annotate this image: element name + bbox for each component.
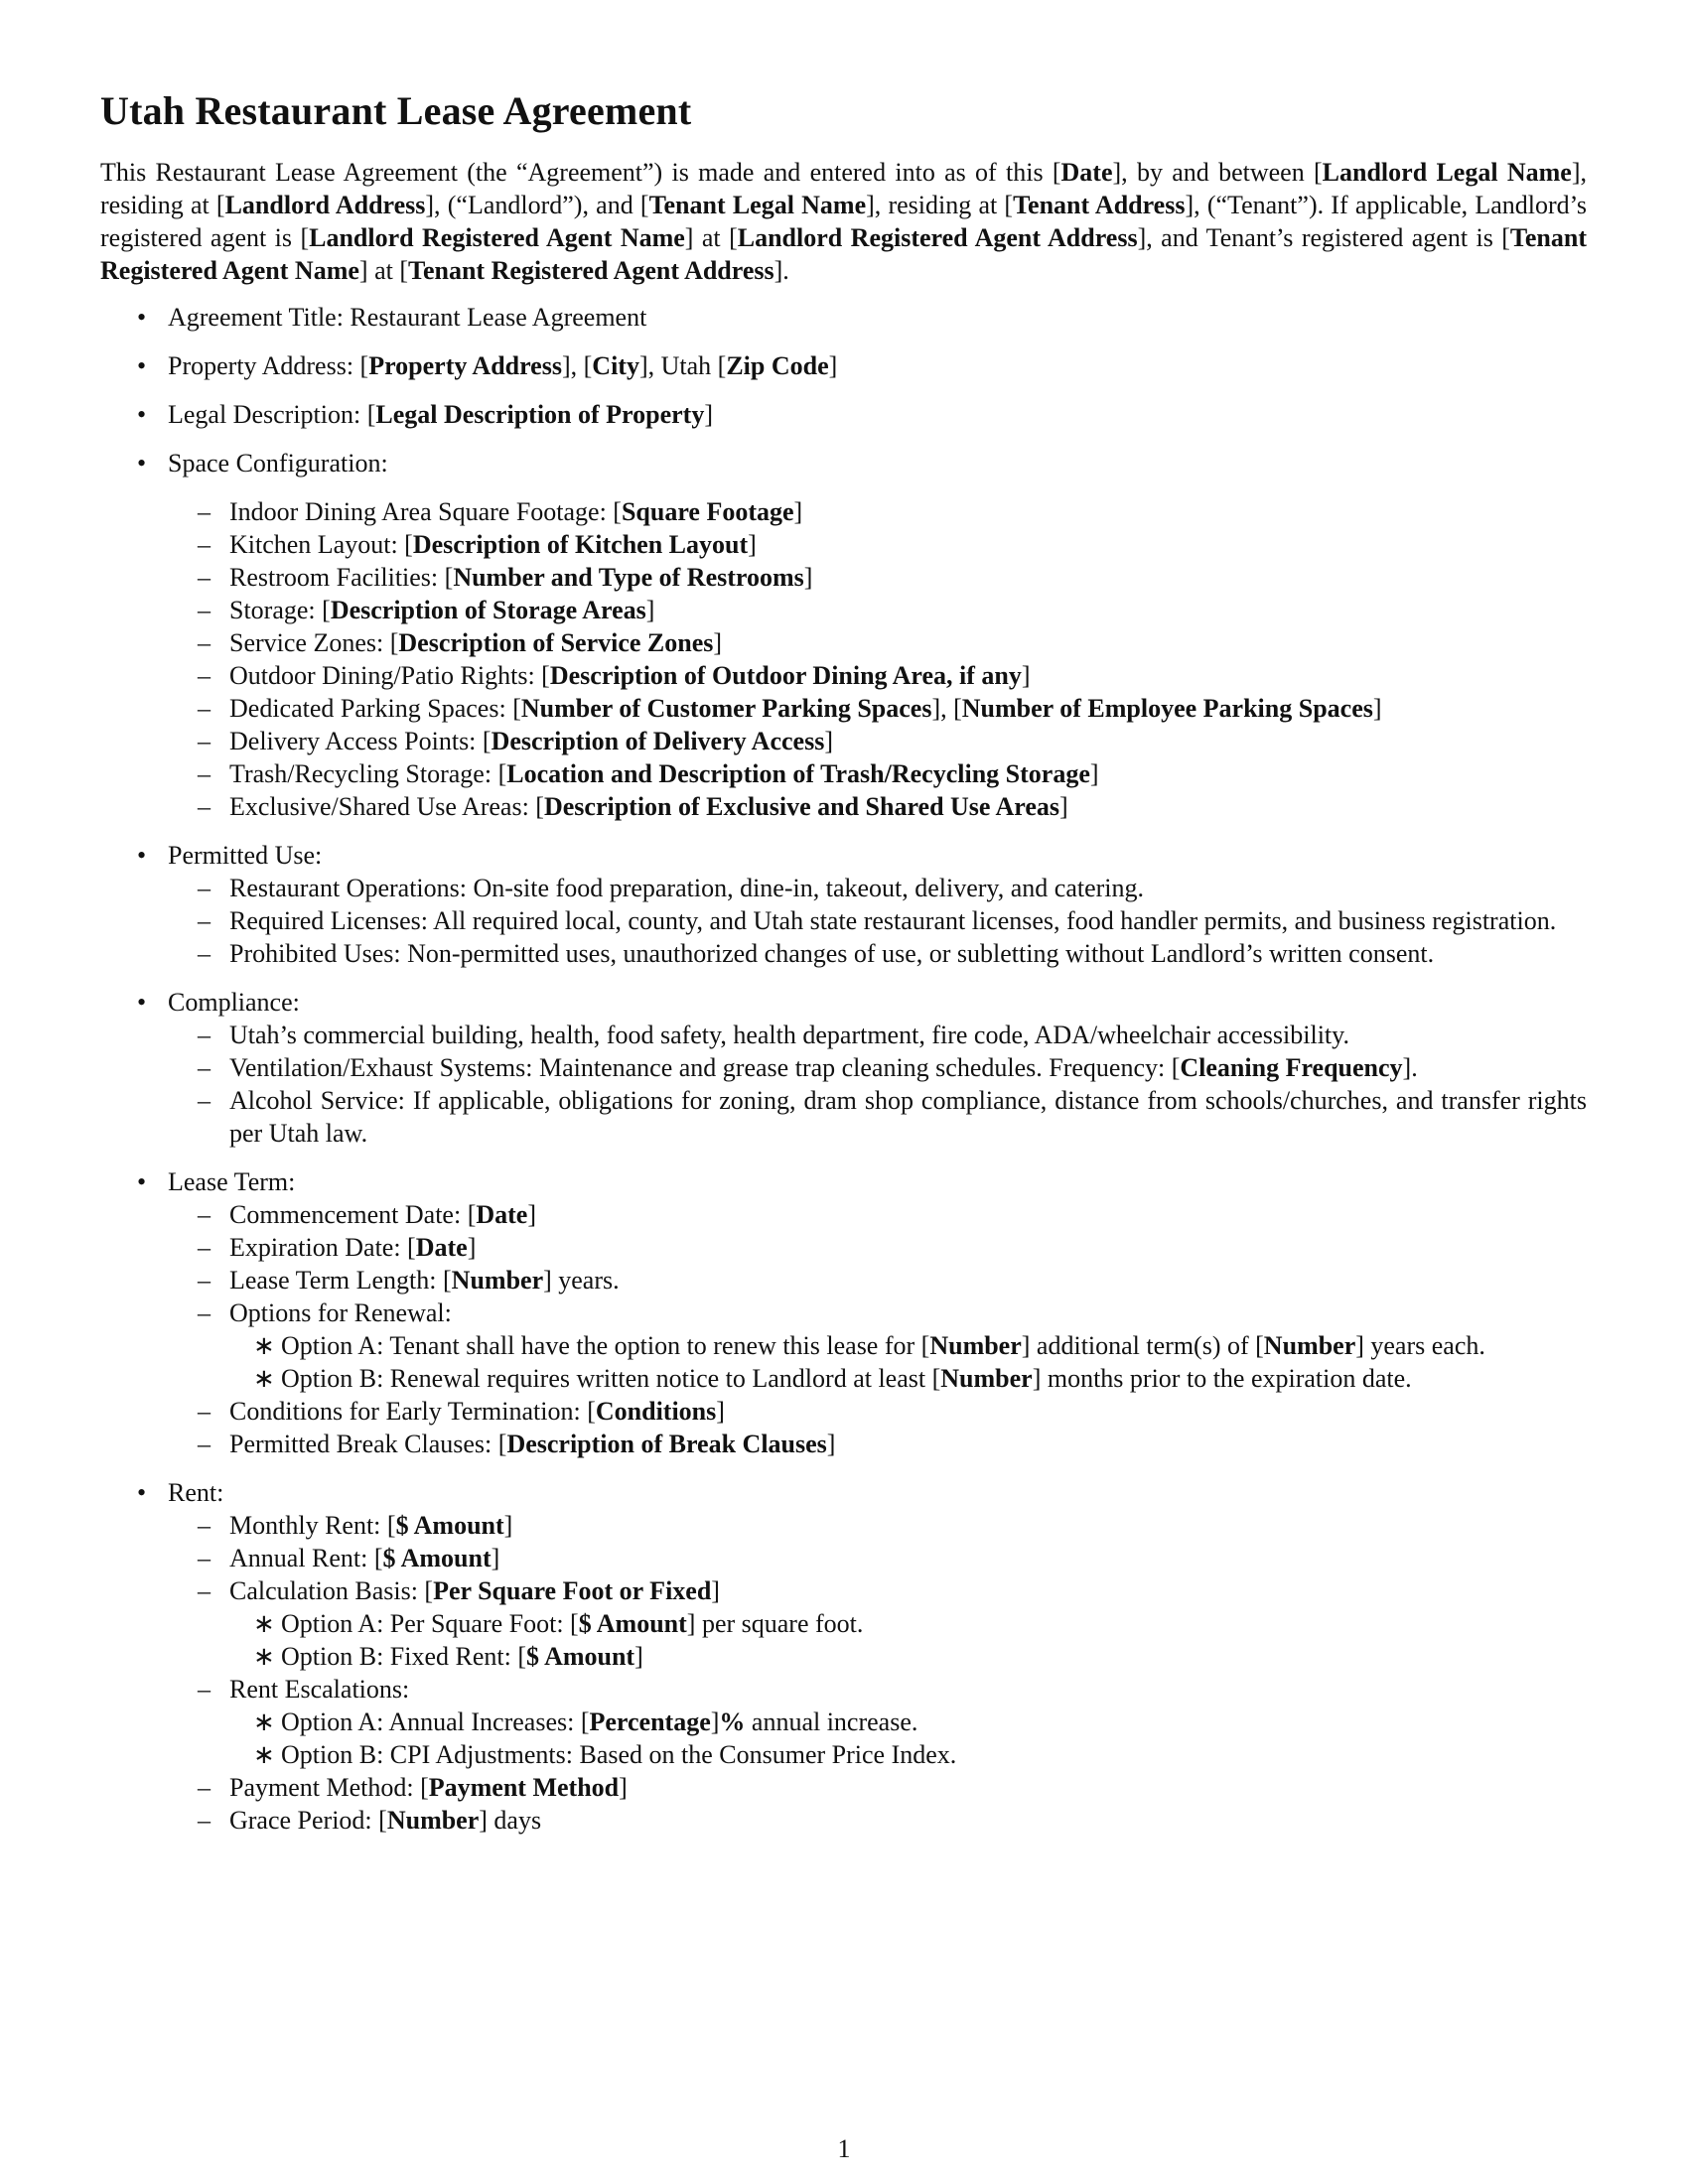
text-run: ], by and between [ <box>1112 158 1323 187</box>
text-run: Option B: CPI Adjustments: Based on the Consumer Price Index. <box>281 1740 957 1769</box>
sub-item <box>168 1198 1587 1231</box>
text-run: Option A: Annual Increases: [ <box>281 1707 590 1736</box>
sub-item <box>168 1231 1587 1264</box>
sub-item <box>168 872 1587 904</box>
text-run: ] <box>467 1233 477 1262</box>
text-run: ] <box>634 1642 643 1671</box>
text-run: ], residing at [ <box>100 158 1587 219</box>
text-run: Alcohol Service: If applicable, obligations for zoning, dram shop compliance, distance from schools/churches, and transfer rights per Utah law. <box>229 1086 1587 1148</box>
text-run: Rent Escalations: <box>229 1675 410 1704</box>
section-label <box>168 400 713 429</box>
sub-item <box>168 1051 1587 1084</box>
text-run: annual increase. <box>745 1707 918 1736</box>
text-run: Permitted Break Clauses: [ <box>229 1430 507 1458</box>
text-run: ] years each. <box>1355 1331 1485 1360</box>
section-label <box>168 988 300 1017</box>
text-run: Utah’s commercial building, health, food safety, health department, fire code, ADA/wheelchair accessibility. <box>229 1021 1349 1049</box>
section-label <box>168 303 646 332</box>
text-run: ], and Tenant’s registered agent is [ <box>1137 223 1510 252</box>
placeholder-field: Square Footage <box>621 497 794 526</box>
placeholder-field: Cleaning Frequency <box>1180 1053 1403 1082</box>
sub-item <box>168 1019 1587 1051</box>
placeholder-field: Legal Description of Property <box>375 400 705 429</box>
text-run: Legal Description: [ <box>168 400 376 429</box>
text-run: ], (“Tenant”). If applicable, Landlord’s registered agent is [ <box>100 191 1587 252</box>
text-run: Compliance: <box>168 988 300 1017</box>
sub-item <box>168 1084 1587 1150</box>
text-run: ] days <box>479 1806 542 1835</box>
sub-item <box>168 626 1587 659</box>
sub-item <box>168 790 1587 823</box>
sub-list <box>168 872 1587 970</box>
text-run: Ventilation/Exhaust Systems: Maintenance and grease trap cleaning schedules. Frequency: [ <box>229 1053 1181 1082</box>
sub-item <box>168 937 1587 970</box>
text-run: ] <box>1021 661 1031 690</box>
sub-item <box>168 561 1587 594</box>
option-item <box>229 1329 1587 1362</box>
text-run: Conditions for Early Termination: [ <box>229 1397 596 1426</box>
option-list <box>229 1706 1587 1771</box>
text-run: ] years. <box>543 1266 620 1295</box>
text-run: ] additional term(s) of [ <box>1021 1331 1264 1360</box>
section-legal-description <box>100 398 1587 431</box>
placeholder-field: Percentage <box>589 1707 711 1736</box>
text-run: Monthly Rent: [ <box>229 1511 396 1540</box>
intro-paragraph <box>100 156 1587 287</box>
text-run: ] <box>793 497 803 526</box>
placeholder-field: Description of Delivery Access <box>491 727 825 755</box>
placeholder-field: Description of Exclusive and Shared Use Areas <box>543 792 1060 821</box>
section-label <box>168 449 388 478</box>
section-label <box>168 1478 223 1507</box>
placeholder-field: Number <box>940 1364 1033 1393</box>
text-run: ], [ <box>931 694 962 723</box>
option-list <box>229 1329 1587 1395</box>
text-run: Permitted Use: <box>168 841 323 870</box>
text-run: Rent: <box>168 1478 224 1507</box>
text-run: Service Zones: [ <box>229 628 399 657</box>
text-run: ] <box>710 1707 720 1736</box>
text-run: Prohibited Uses: Non-permitted uses, unauthorized changes of use, or subletting without Landlord’s written consent. <box>229 939 1435 968</box>
sub-item <box>168 528 1587 561</box>
text-run: ] <box>503 1511 513 1540</box>
placeholder-field: Zip Code <box>726 351 829 380</box>
text-run: Trash/Recycling Storage: [ <box>229 759 507 788</box>
section-permitted-use <box>100 839 1587 970</box>
placeholder-field: Description of Kitchen Layout <box>412 530 749 559</box>
section-lease-term <box>100 1165 1587 1460</box>
text-run: Dedicated Parking Spaces: [ <box>229 694 521 723</box>
placeholder-field: Date <box>476 1200 528 1229</box>
sub-item <box>168 1509 1587 1542</box>
text-run: Storage: [ <box>229 596 331 624</box>
placeholder-field: Landlord Legal Name <box>1322 158 1572 187</box>
section-rent <box>100 1476 1587 1837</box>
placeholder-field: Number and Type of Restrooms <box>453 563 804 592</box>
placeholder-field: Date <box>415 1233 468 1262</box>
text-run: Option B: Fixed Rent: [ <box>281 1642 526 1671</box>
text-run: ] <box>491 1544 500 1572</box>
text-run: Annual Rent: [ <box>229 1544 383 1572</box>
sub-item <box>168 1574 1587 1673</box>
sub-list <box>168 1198 1587 1460</box>
placeholder-field: Number <box>386 1806 480 1835</box>
placeholder-field: Description of Break Clauses <box>506 1430 827 1458</box>
text-run: ]. <box>774 256 789 285</box>
text-run: Option A: Per Square Foot: [ <box>281 1609 579 1638</box>
placeholder-field: Tenant Registered Agent Name <box>100 223 1587 285</box>
text-run: Property Address: [ <box>168 351 369 380</box>
section-label <box>168 351 837 380</box>
text-run: ], Utah [ <box>638 351 727 380</box>
placeholder-field: $ Amount <box>578 1609 687 1638</box>
placeholder-field: % <box>719 1707 746 1736</box>
text-run: ] at [ <box>358 256 408 285</box>
text-run: ] <box>527 1200 537 1229</box>
text-run: Agreement Title: Restaurant Lease Agreement <box>168 303 647 332</box>
placeholder-field: Conditions <box>595 1397 717 1426</box>
placeholder-field: Landlord Registered Agent Address <box>737 223 1138 252</box>
sub-item <box>168 1804 1587 1837</box>
text-run: Payment Method: [ <box>229 1773 429 1802</box>
placeholder-field: Location and Description of Trash/Recycling Storage <box>506 759 1090 788</box>
text-run: Restaurant Operations: On-site food preparation, dine-in, takeout, delivery, and catering. <box>229 874 1145 902</box>
text-run: Option A: Tenant shall have the option to renew this lease for [ <box>281 1331 930 1360</box>
option-item <box>229 1607 1587 1640</box>
text-run: Lease Term: <box>168 1167 296 1196</box>
section-compliance <box>100 986 1587 1150</box>
text-run: Options for Renewal: <box>229 1298 452 1327</box>
text-run: Indoor Dining Area Square Footage: [ <box>229 497 622 526</box>
text-run: Kitchen Layout: [ <box>229 530 413 559</box>
sub-item <box>168 1771 1587 1804</box>
option-item <box>229 1706 1587 1738</box>
placeholder-field: Description of Outdoor Dining Area, if any <box>549 661 1022 690</box>
placeholder-field: Payment Method <box>428 1773 620 1802</box>
text-run: Delivery Access Points: [ <box>229 727 492 755</box>
text-run: This Restaurant Lease Agreement (the “Agreement”) is made and entered into as of this [ <box>100 158 1061 187</box>
sub-item <box>168 725 1587 757</box>
text-run: ] <box>1059 792 1068 821</box>
text-run: ] <box>803 563 813 592</box>
text-run: ] <box>826 1430 836 1458</box>
text-run: ] at [ <box>684 223 738 252</box>
text-run: ], residing at [ <box>866 191 1014 219</box>
placeholder-field: Date <box>1060 158 1113 187</box>
option-item <box>229 1640 1587 1673</box>
text-run: ] <box>1372 694 1382 723</box>
text-run: ] <box>1089 759 1099 788</box>
text-run: ] <box>716 1397 725 1426</box>
text-run: ] <box>711 1576 720 1605</box>
placeholder-field: Number <box>929 1331 1022 1360</box>
sub-item <box>168 757 1587 790</box>
placeholder-field: Description of Storage Areas <box>330 596 646 624</box>
text-run: Space Configuration: <box>168 449 388 478</box>
placeholder-field: Number of Customer Parking Spaces <box>520 694 932 723</box>
text-run: Commencement Date: [ <box>229 1200 477 1229</box>
placeholder-field: Per Square Foot or Fixed <box>433 1576 712 1605</box>
sub-item <box>168 495 1587 528</box>
option-item <box>229 1362 1587 1395</box>
text-run: Lease Term Length: [ <box>229 1266 452 1295</box>
text-run: Expiration Date: [ <box>229 1233 416 1262</box>
placeholder-field: City <box>592 351 639 380</box>
page-title: Utah Restaurant Lease Agreement <box>100 88 692 133</box>
text-run: Required Licenses: All required local, county, and Utah state restaurant licenses, food handler permits, and business registration. <box>229 906 1557 935</box>
text-run: ] <box>824 727 833 755</box>
sub-list <box>168 1509 1587 1837</box>
sub-item <box>168 1297 1587 1395</box>
text-run: Restroom Facilities: [ <box>229 563 454 592</box>
text-run: Option B: Renewal requires written notice to Landlord at least [ <box>281 1364 941 1393</box>
section-list <box>100 301 1587 1837</box>
text-run: ] <box>645 596 655 624</box>
sub-item <box>168 1428 1587 1460</box>
sub-item <box>168 904 1587 937</box>
text-run: ], [ <box>561 351 593 380</box>
placeholder-field: Description of Service Zones <box>398 628 714 657</box>
text-run: ] <box>828 351 838 380</box>
option-list <box>229 1607 1587 1673</box>
text-run: ] <box>713 628 723 657</box>
placeholder-field: Tenant Address <box>1013 191 1186 219</box>
placeholder-field: Landlord Registered Agent Name <box>309 223 685 252</box>
text-run: ], (“Landlord”), and [ <box>425 191 649 219</box>
section-label <box>168 1167 295 1196</box>
placeholder-field: $ Amount <box>395 1511 504 1540</box>
section-label <box>168 841 322 870</box>
placeholder-field: Tenant Legal Name <box>648 191 867 219</box>
text-run: ] <box>748 530 757 559</box>
text-run: ] <box>619 1773 628 1802</box>
section-property-address <box>100 349 1587 382</box>
placeholder-field: Landlord Address <box>224 191 426 219</box>
sub-list <box>168 495 1587 823</box>
placeholder-field: Number <box>451 1266 544 1295</box>
text-run: ] months prior to the expiration date. <box>1032 1364 1412 1393</box>
sub-list <box>168 1019 1587 1150</box>
sub-item <box>168 1264 1587 1297</box>
text-run: Calculation Basis: [ <box>229 1576 434 1605</box>
document-page <box>100 87 1587 1852</box>
placeholder-field: $ Amount <box>382 1544 492 1572</box>
page-number: 1 <box>837 2134 851 2163</box>
text-run: Exclusive/Shared Use Areas: [ <box>229 792 544 821</box>
text-run: ]. <box>1402 1053 1418 1082</box>
sub-item <box>168 1395 1587 1428</box>
section-space-configuration <box>100 447 1587 823</box>
text-run: Grace Period: [ <box>229 1806 387 1835</box>
sub-item <box>168 594 1587 626</box>
text-run: Outdoor Dining/Patio Rights: [ <box>229 661 550 690</box>
sub-item <box>168 1673 1587 1771</box>
placeholder-field: Number of Employee Parking Spaces <box>961 694 1373 723</box>
sub-item <box>168 692 1587 725</box>
placeholder-field: Number <box>1263 1331 1356 1360</box>
section-agreement-title <box>100 301 1587 334</box>
text-run: ] <box>704 400 714 429</box>
sub-item <box>168 659 1587 692</box>
text-run: ] per square foot. <box>686 1609 864 1638</box>
placeholder-field: Property Address <box>368 351 562 380</box>
placeholder-field: Tenant Registered Agent Address <box>408 256 774 285</box>
sub-item <box>168 1542 1587 1574</box>
placeholder-field: $ Amount <box>526 1642 635 1671</box>
option-item <box>229 1738 1587 1771</box>
